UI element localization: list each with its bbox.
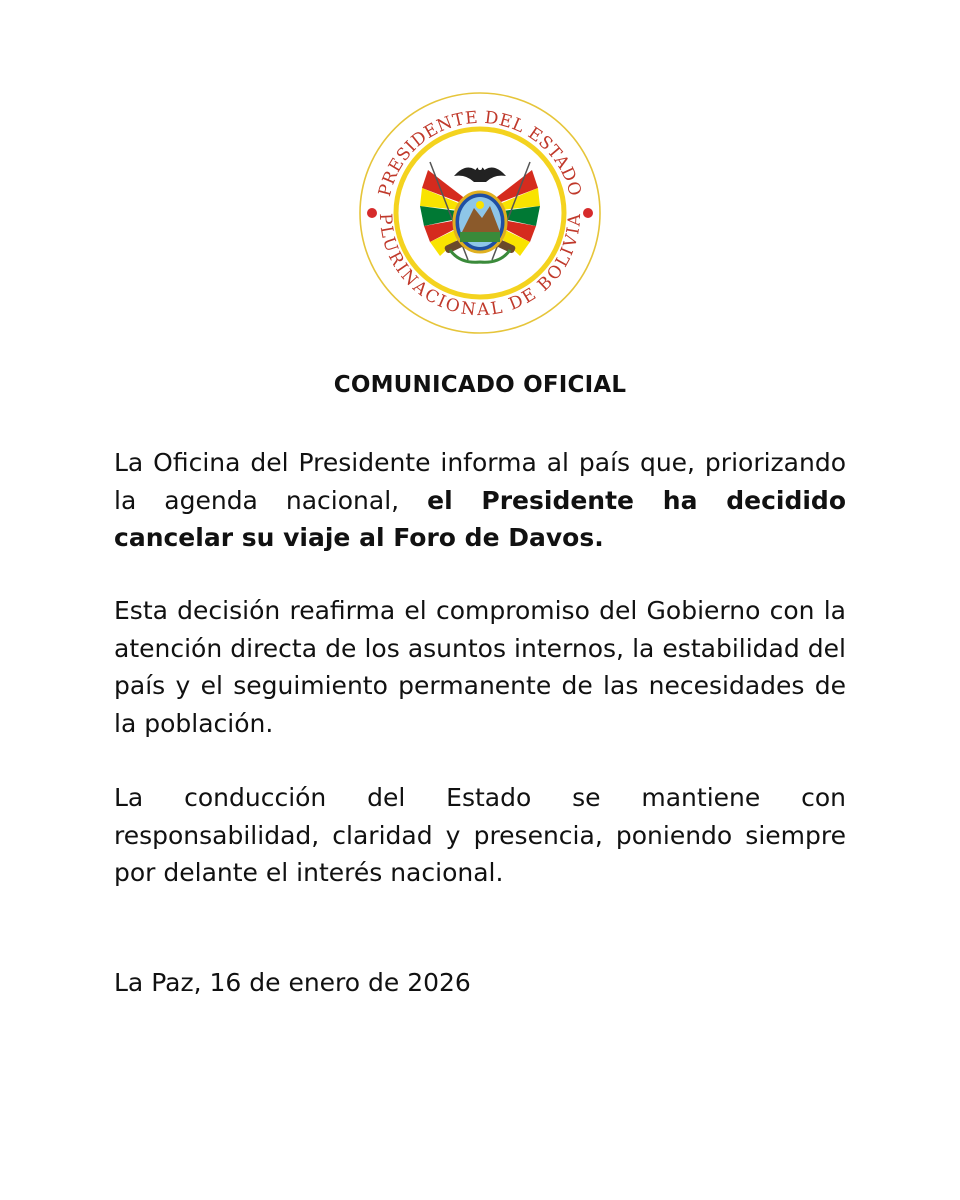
seal-bottom-text: PLURINACIONAL DE BOLIVIA [374, 212, 586, 321]
presidential-seal [350, 90, 610, 336]
paragraph-conduct: La conducción del Estado se mantiene con responsabilidad, claridad y presencia, poniendo siempre por delante el interés nacional. [114, 783, 846, 887]
dateline: La Paz, 16 de enero de 2026 [114, 968, 471, 997]
paragraph-announcement-emphasis: el Presidente ha decidido cancelar su viaje al Foro de Davos. [114, 485, 846, 552]
coat-of-arms-icon [420, 162, 540, 262]
seal-graphic [350, 90, 610, 336]
paragraph-commitment: Esta decisión reafirma el compromiso del Gobierno con la atención directa de los asuntos internos, la estabilidad del país y el seguimiento permanente de las necesidades de la población. [114, 596, 846, 738]
paragraph-announcement [114, 444, 846, 557]
seal-top-text: PRESIDENTE DEL ESTADO [375, 107, 586, 199]
document-title: COMUNICADO OFICIAL [333, 372, 627, 398]
paragraph-announcement-text: La Oficina del Presidente informa al país que, priorizando la agenda nacional, [114, 448, 846, 515]
